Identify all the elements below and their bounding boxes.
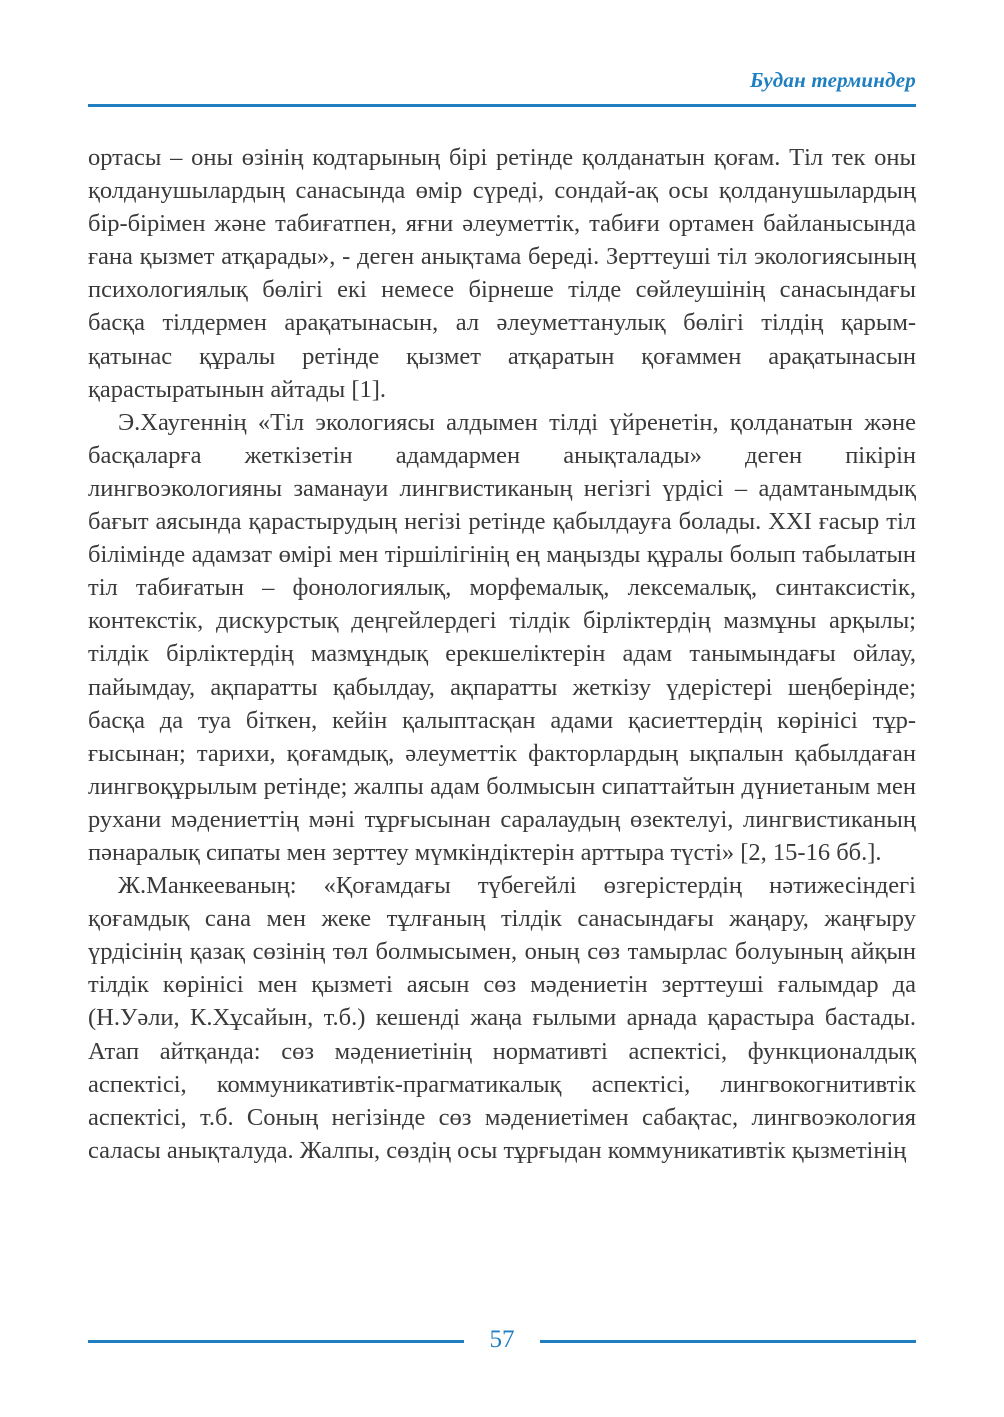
header-rule — [88, 104, 916, 107]
footer-rule-right — [540, 1340, 916, 1343]
running-title: Будан терминдер — [750, 68, 916, 92]
paragraph-3: Ж.Манкееваның: «Қоғамдағы түбегейлі өзгерістердің нәтижесіндегі қоғамдық сана мен жеке тұлғаның тілдік санасындағы жаңару, жаңғыру үрдісінің қазақ сөзінің төл болмысымен, оның сөз тамырлас болуының айқын тілдік көрінісі мен қызметі аясын сөз мәдениетін зерттеуші ғалымдар да (Н.Уәли, К.Хұсайын, т.б.) кешенді жаңа ғылыми арнада қарастыра бастады. Атап айтқанда: сөз мәдениетінің нормативті аспектісі, функционалдық аспектісі, коммуникативтік-прагматикалық аспектісі, лингвокогнитивтік аспектісі, т.б. Соның негізінде сөз мәдениетімен сабақтас, лингвоэкология саласы анықталуда. Жалпы, сөздің осы тұрғыдан коммуникативтік қызметінің — [88, 872, 916, 1164]
body-text — [88, 141, 916, 1167]
paragraph-1: ортасы – оны өзінің кодтарының бірі ретінде қолданатын қоғам. Тіл тек оны қолданушылардың санасында өмір сүреді, сондай-ақ осы қолданушылардың бір-бірімен және табиғатпен, яғни әлеуметтік, табиғи ортамен байланысында ғана қызмет атқарады», - деген анықтама береді. Зерттеуші тіл экологиясының психологиялық бөлігі екі немесе бірнеше тілде сөйлеушінің санасындағы басқа тілдермен арақатынасын, ал әлеуметтанулық бөлігі тілдің қарым-қатынас құралы ретінде қызмет атқаратын қоғаммен арақатынасын қарастыратынын айтады [1]. — [88, 144, 916, 403]
paragraph-2: Э.Хаугеннің «Тіл экологиясы алдымен тілді үйренетін, қолданатын және басқаларға жеткізетін адамдармен анықталады» деген пікірін лингвоэкологияны заманауи лингвистиканың негізгі үрдісі – адамтанымдық бағыт аясында қарастырудың негізі ретінде қабылдауға болады. XXI ғасыр тіл білімінде адамзат өмірі мен тіршілігінің ең маңызды құралы болып табылатын тіл табиғатын – фонологиялық, морфемалық, лексемалық, синтаксистік, контекстік, дискурстық деңгейлердегі тілдік бірліктердің мазмұны арқылы; тілдік бірліктердің мазмұндық ерекшеліктерін адам танымындағы ойлау, пайымдау, ақпаратты қабылдау, ақпаратты жеткізу үдерістері шеңберінде; басқа да туа біткен, кейін қалыптасқан адами қасиеттердің көрінісі тұрғысынан; тарихи, қоғамдық, әлеуметтік факторлардың ықпалын қабылдаған лингвоқұрылым ретінде; жалпы адам болмысын сипаттайтын дүниетаным мен рухани мәдениеттің мәні тұрғысынан саралаудың өзектелуі, лингвистиканың пәнаралық сипаты мен зерттеу мүмкіндіктерін арттыра түсті» [2, 15-16 бб.]. — [88, 408, 916, 866]
footer-rule-left — [88, 1340, 464, 1343]
page-number: 57 — [489, 1326, 515, 1353]
